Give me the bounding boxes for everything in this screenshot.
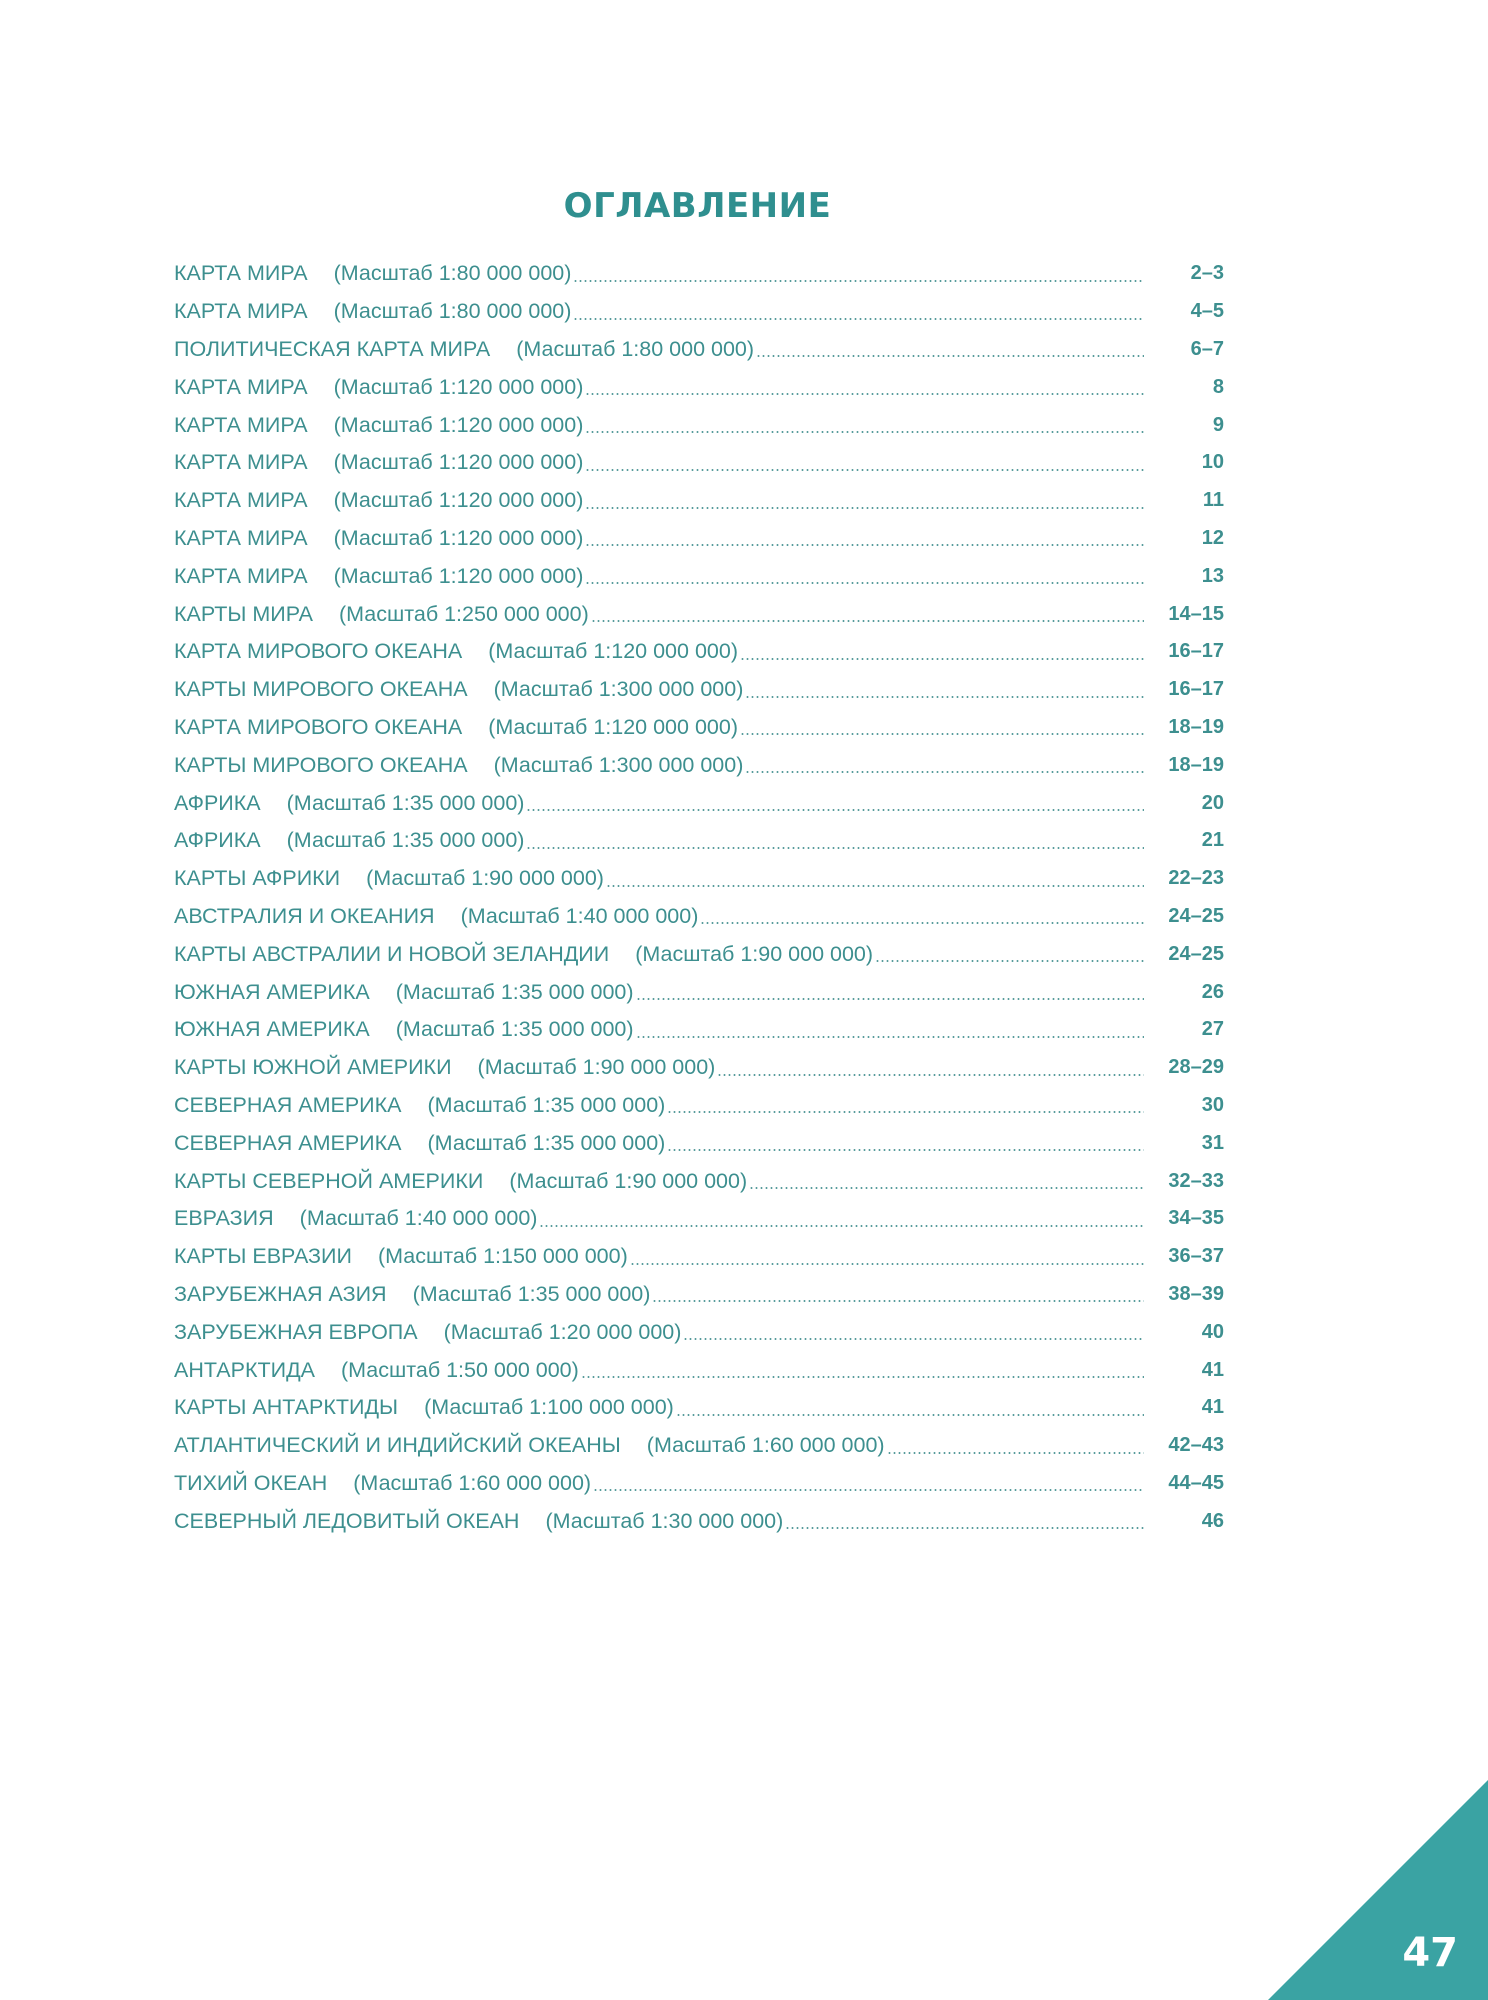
dot-leader <box>593 1488 1144 1492</box>
toc-entry[interactable] <box>174 482 1224 520</box>
toc-entry-title: СЕВЕРНЫЙ ЛЕДОВИТЫЙ ОКЕАН <box>174 1508 520 1533</box>
toc-entry-title: ЕВРАЗИЯ <box>174 1206 274 1231</box>
toc-entry[interactable] <box>174 1389 1224 1427</box>
toc-entry[interactable] <box>174 935 1224 973</box>
toc-entry-scale: (Масштаб 1:120 000 000) <box>488 639 738 664</box>
dot-leader <box>526 846 1144 850</box>
toc-entry-title: КАРТЫ СЕВЕРНОЙ АМЕРИКИ <box>174 1168 484 1193</box>
toc-entry-title: КАРТА МИРА <box>174 563 308 588</box>
toc-entry-scale: (Масштаб 1:120 000 000) <box>333 525 584 550</box>
toc-entry-title: КАРТЫ ЮЖНОЙ АМЕРИКИ <box>174 1055 452 1080</box>
dot-leader <box>581 1375 1144 1379</box>
toc-entry-title: КАРТЫ ЕВРАЗИИ <box>174 1244 352 1269</box>
toc-entry-title: КАРТА МИРА <box>174 412 308 437</box>
toc-entry[interactable] <box>174 784 1224 822</box>
dot-leader <box>630 1262 1144 1266</box>
dot-leader <box>667 1148 1144 1152</box>
toc-entry-pages: 16–17 <box>1168 678 1224 701</box>
toc-entry-scale: (Масштаб 1:90 000 000) <box>477 1055 716 1080</box>
toc-entry-scale: (Масштаб 1:300 000 000) <box>493 752 744 777</box>
toc-entry-scale: (Масштаб 1:150 000 000) <box>377 1244 628 1269</box>
dot-leader <box>785 1526 1144 1530</box>
toc-entry[interactable] <box>174 331 1224 369</box>
toc-entry-pages: 32–33 <box>1168 1169 1224 1192</box>
toc-entry-title: КАРТЫ АНТАРКТИДЫ <box>174 1395 399 1420</box>
toc-entry-pages: 18–19 <box>1168 715 1224 738</box>
toc-entry-pages: 10 <box>1201 451 1224 474</box>
toc-entry-title: КАРТА МИРА <box>174 374 308 399</box>
dot-leader <box>745 770 1144 774</box>
toc-entry-title: ЮЖНАЯ АМЕРИКА <box>174 1017 370 1042</box>
dot-leader <box>887 1451 1144 1455</box>
toc-entry-title: КАРТА МИРОВОГО ОКЕАНА <box>174 714 463 739</box>
toc-entry[interactable] <box>174 406 1224 444</box>
dot-leader <box>740 657 1144 661</box>
toc-entry-pages: 9 <box>1212 413 1224 436</box>
toc-entry-title: АФРИКА <box>174 828 261 853</box>
toc-entry-scale: (Масштаб 1:300 000 000) <box>493 677 744 702</box>
toc-entry[interactable] <box>174 1162 1224 1200</box>
toc-entry-scale: (Масштаб 1:80 000 000) <box>333 299 572 324</box>
toc-entry[interactable] <box>174 671 1224 709</box>
toc-entry[interactable] <box>174 1427 1224 1465</box>
toc-entry-scale: (Масштаб 1:60 000 000) <box>646 1433 885 1458</box>
toc-entry[interactable] <box>174 1313 1224 1351</box>
toc-entry-pages: 34–35 <box>1168 1207 1224 1230</box>
toc-entry[interactable] <box>174 520 1224 558</box>
toc-entry[interactable] <box>174 746 1224 784</box>
dot-leader <box>652 1299 1144 1303</box>
toc-entry-pages: 38–39 <box>1168 1282 1224 1305</box>
toc-entry-scale: (Масштаб 1:35 000 000) <box>395 1017 634 1042</box>
toc-entry-scale: (Масштаб 1:35 000 000) <box>412 1281 651 1306</box>
toc-entry[interactable] <box>174 1200 1224 1238</box>
toc-entry-scale: (Масштаб 1:120 000 000) <box>333 412 584 437</box>
toc-entry-pages: 41 <box>1201 1396 1224 1419</box>
toc-entry-scale: (Масштаб 1:250 000 000) <box>338 601 589 626</box>
toc-entry-scale: (Масштаб 1:80 000 000) <box>333 261 572 286</box>
toc-entry-scale: (Масштаб 1:80 000 000) <box>516 336 755 361</box>
toc-entry-scale: (Масштаб 1:40 000 000) <box>460 903 699 928</box>
toc-entry[interactable] <box>174 293 1224 331</box>
toc-entry-scale: (Масштаб 1:120 000 000) <box>333 488 584 513</box>
dot-leader <box>606 884 1144 888</box>
toc-entry[interactable] <box>174 1087 1224 1125</box>
dot-leader <box>585 468 1144 472</box>
toc-entry[interactable] <box>174 1049 1224 1087</box>
toc-entry-pages: 36–37 <box>1168 1245 1224 1268</box>
toc-entry-pages: 20 <box>1201 791 1224 814</box>
toc-entry[interactable] <box>174 557 1224 595</box>
toc-entry[interactable] <box>174 1011 1224 1049</box>
toc-entry-pages: 41 <box>1201 1358 1224 1381</box>
toc-entry-title: КАРТЫ МИРОВОГО ОКЕАНА <box>174 677 468 702</box>
toc-entry-title: КАРТА МИРА <box>174 525 308 550</box>
toc-entry-scale: (Масштаб 1:90 000 000) <box>366 866 604 891</box>
dot-leader <box>676 1413 1144 1417</box>
toc-entry[interactable] <box>174 822 1224 860</box>
toc-entry-pages: 16–17 <box>1168 640 1224 663</box>
dot-leader <box>717 1073 1144 1077</box>
toc-entry-title: СЕВЕРНАЯ АМЕРИКА <box>174 1092 402 1117</box>
toc-entry-title: АТЛАНТИЧЕСКИЙ И ИНДИЙСКИЙ ОКЕАНЫ <box>174 1433 621 1458</box>
toc-entry-title: КАРТА МИРА <box>174 299 308 324</box>
toc-entry[interactable] <box>174 368 1224 406</box>
dot-leader <box>573 317 1144 321</box>
dot-leader <box>667 1110 1144 1114</box>
toc-entry-pages: 12 <box>1201 526 1224 549</box>
toc-entry-title: ТИХИЙ ОКЕАН <box>174 1470 328 1495</box>
toc-entry-title: ЮЖНАЯ АМЕРИКА <box>174 979 370 1004</box>
toc-entry-title: КАРТЫ МИРА <box>174 601 313 626</box>
toc-entry-pages: 24–25 <box>1168 904 1224 927</box>
toc-entry-title: КАРТА МИРОВОГО ОКЕАНА <box>174 639 463 664</box>
toc-entry-scale: (Масштаб 1:90 000 000) <box>635 941 874 966</box>
toc-entry-scale: (Масштаб 1:120 000 000) <box>488 714 738 739</box>
dot-leader <box>700 921 1144 925</box>
toc-entry-pages: 28–29 <box>1168 1056 1224 1079</box>
toc-entry-scale: (Масштаб 1:120 000 000) <box>333 374 584 399</box>
dot-leader <box>526 808 1144 812</box>
toc-entry-pages: 42–43 <box>1168 1434 1224 1457</box>
toc-entry-scale: (Масштаб 1:35 000 000) <box>427 1130 666 1155</box>
dot-leader <box>875 959 1144 963</box>
toc-entry-scale: (Масштаб 1:60 000 000) <box>353 1470 592 1495</box>
toc-entry[interactable] <box>174 255 1224 293</box>
dot-leader <box>636 1035 1144 1039</box>
toc-entry-pages: 26 <box>1201 980 1224 1003</box>
dot-leader <box>585 430 1144 434</box>
toc-entry[interactable] <box>174 444 1224 482</box>
toc-entry[interactable] <box>174 633 1224 671</box>
toc-entry-pages: 27 <box>1201 1018 1224 1041</box>
toc-entry-scale: (Масштаб 1:30 000 000) <box>545 1508 784 1533</box>
toc-entry-title: КАРТЫ АВСТРАЛИИ И НОВОЙ ЗЕЛАНДИИ <box>174 941 610 966</box>
toc-entry-pages: 4–5 <box>1190 300 1224 323</box>
toc-entry-title: АНТАРКТИДА <box>174 1357 315 1382</box>
toc-entry-scale: (Масштаб 1:35 000 000) <box>427 1092 666 1117</box>
toc-entry[interactable] <box>174 1465 1224 1503</box>
toc-entry-title: КАРТА МИРА <box>174 488 308 513</box>
toc-entry-pages: 21 <box>1201 829 1224 852</box>
table-of-contents <box>174 255 1224 1540</box>
toc-entry-scale: (Масштаб 1:100 000 000) <box>424 1395 674 1420</box>
toc-entry-title: КАРТЫ МИРОВОГО ОКЕАНА <box>174 752 468 777</box>
dot-leader <box>539 1224 1144 1228</box>
toc-entry-title: КАРТЫ АФРИКИ <box>174 866 341 891</box>
toc-entry-title: АВСТРАЛИЯ И ОКЕАНИЯ <box>174 903 435 928</box>
toc-entry-pages: 11 <box>1202 489 1224 512</box>
toc-entry[interactable] <box>174 1502 1224 1540</box>
page-title: ОГЛАВЛЕНИЕ <box>563 186 832 226</box>
dot-leader <box>683 1337 1144 1341</box>
toc-entry[interactable] <box>174 1238 1224 1276</box>
toc-entry-title: ЗАРУБЕЖНАЯ АЗИЯ <box>174 1281 387 1306</box>
toc-entry-scale: (Масштаб 1:40 000 000) <box>299 1206 538 1231</box>
toc-entry-scale: (Масштаб 1:90 000 000) <box>509 1168 748 1193</box>
toc-entry-pages: 40 <box>1201 1320 1224 1343</box>
toc-entry[interactable] <box>174 1124 1224 1162</box>
dot-leader <box>636 997 1144 1001</box>
toc-entry-scale: (Масштаб 1:35 000 000) <box>286 828 525 853</box>
toc-entry-pages: 13 <box>1201 564 1224 587</box>
dot-leader <box>585 506 1144 510</box>
toc-entry-pages: 44–45 <box>1168 1471 1224 1494</box>
dot-leader <box>573 279 1144 283</box>
toc-entry-pages: 8 <box>1212 375 1224 398</box>
toc-entry[interactable] <box>174 595 1224 633</box>
toc-entry-pages: 46 <box>1201 1509 1224 1532</box>
toc-entry-pages: 30 <box>1201 1093 1224 1116</box>
toc-entry-pages: 18–19 <box>1168 753 1224 776</box>
toc-entry-title: ЗАРУБЕЖНАЯ ЕВРОПА <box>174 1319 418 1344</box>
dot-leader <box>585 543 1144 547</box>
dot-leader <box>585 581 1144 585</box>
toc-entry-pages: 31 <box>1201 1131 1224 1154</box>
toc-entry[interactable] <box>174 973 1224 1011</box>
toc-entry-scale: (Масштаб 1:120 000 000) <box>333 450 584 475</box>
toc-entry-pages: 2–3 <box>1190 262 1224 285</box>
toc-entry[interactable] <box>174 898 1224 936</box>
dot-leader <box>740 732 1144 736</box>
toc-entry-pages: 14–15 <box>1168 602 1224 625</box>
toc-entry-title: СЕВЕРНАЯ АМЕРИКА <box>174 1130 402 1155</box>
toc-entry-pages: 24–25 <box>1168 942 1224 965</box>
toc-entry[interactable] <box>174 1276 1224 1314</box>
toc-entry-scale: (Масштаб 1:35 000 000) <box>395 979 634 1004</box>
toc-entry-scale: (Масштаб 1:120 000 000) <box>333 563 584 588</box>
toc-entry-pages: 6–7 <box>1190 337 1224 360</box>
dot-leader <box>591 619 1144 623</box>
toc-entry[interactable] <box>174 709 1224 747</box>
toc-entry-scale: (Масштаб 1:35 000 000) <box>286 790 525 815</box>
toc-entry-title: КАРТА МИРА <box>174 261 308 286</box>
toc-entry-scale: (Масштаб 1:50 000 000) <box>340 1357 579 1382</box>
toc-entry-title: КАРТА МИРА <box>174 450 308 475</box>
dot-leader <box>585 392 1144 396</box>
toc-entry-title: ПОЛИТИЧЕСКАЯ КАРТА МИРА <box>174 336 491 361</box>
toc-entry[interactable] <box>174 1351 1224 1389</box>
dot-leader <box>756 354 1144 358</box>
toc-entry-title: АФРИКА <box>174 790 261 815</box>
toc-entry-pages: 22–23 <box>1168 867 1224 890</box>
page-number: 47 <box>1402 1930 1458 1976</box>
toc-entry-scale: (Масштаб 1:20 000 000) <box>443 1319 682 1344</box>
dot-leader <box>749 1186 1144 1190</box>
toc-entry[interactable] <box>174 860 1224 898</box>
dot-leader <box>745 695 1144 699</box>
